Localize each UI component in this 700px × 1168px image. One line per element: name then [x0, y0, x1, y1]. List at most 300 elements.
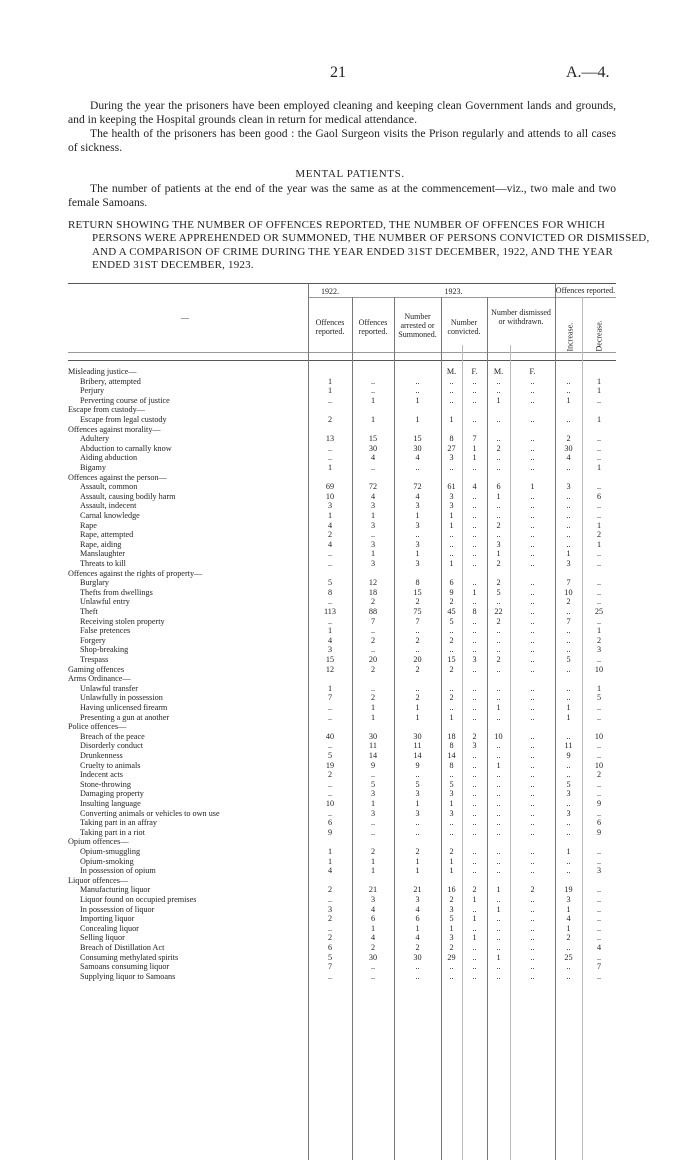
- table-cell: ..: [530, 549, 535, 559]
- table-cell: M.: [493, 367, 504, 376]
- table-cell: ..: [530, 520, 535, 530]
- row-label: Concealing liquor: [80, 923, 139, 933]
- table-cell: ..: [530, 818, 535, 828]
- table-row: [0, 511, 700, 521]
- table-cell: 5: [449, 616, 454, 626]
- table-cell: ..: [472, 395, 477, 405]
- table-cell: 5: [449, 779, 454, 789]
- table-cell: ..: [472, 703, 477, 712]
- table-cell: 3: [415, 559, 420, 568]
- table-cell: 11: [413, 741, 422, 751]
- table-cell: 9: [415, 760, 420, 770]
- table-cell: 1: [327, 847, 333, 856]
- table-cell: ..: [596, 597, 602, 607]
- table-cell: 3: [415, 539, 420, 549]
- row-label: Offences against the rights of property—: [68, 568, 203, 578]
- table-cell: 75: [413, 607, 422, 616]
- table-cell: ..: [327, 395, 333, 405]
- table-cell: 20: [368, 655, 378, 664]
- row-label: Consuming methylated spirits: [80, 952, 179, 962]
- table-cell: 3: [370, 520, 376, 530]
- table-cell: 1: [370, 395, 376, 405]
- table-cell: 1: [449, 856, 454, 866]
- table-cell: 2: [415, 664, 420, 674]
- table-cell: 5: [327, 952, 333, 962]
- return-title-line: ENDED 31ST DECEMBER, 1923.: [92, 259, 254, 272]
- row-label: Perverting course of justice: [80, 395, 170, 405]
- table-cell: 3: [327, 501, 333, 511]
- table-cell: ..: [496, 712, 501, 722]
- table-cell: 2: [327, 770, 333, 780]
- table-cell: 1: [596, 683, 602, 693]
- table-cell: 3: [449, 789, 454, 799]
- table-cell: 2: [449, 664, 454, 674]
- table-cell: ..: [496, 511, 501, 520]
- table-cell: ..: [530, 626, 535, 636]
- table-cell: ..: [449, 395, 454, 405]
- table-cell: 30: [368, 443, 378, 453]
- table-cell: 6: [327, 943, 333, 952]
- table-cell: ..: [496, 597, 501, 607]
- table-cell: 3: [415, 895, 420, 904]
- table-cell: ..: [449, 827, 454, 837]
- table-cell: 5: [370, 779, 376, 789]
- row-label: Manslaughter: [80, 549, 126, 559]
- row-label: Supplying liquor to Samoans: [80, 971, 176, 981]
- table-cell: 1: [449, 866, 454, 876]
- table-cell: 69: [325, 482, 335, 492]
- table-cell: ..: [327, 597, 333, 607]
- table-row: [0, 463, 700, 473]
- table-cell: 1: [370, 866, 376, 876]
- table-cell: ..: [596, 587, 602, 597]
- row-label: Insulting language: [80, 799, 141, 808]
- table-cell: ..: [496, 943, 501, 952]
- table-cell: ..: [530, 491, 535, 501]
- table-cell: 3: [449, 501, 454, 511]
- table-cell: ..: [566, 539, 571, 549]
- table-cell: ..: [496, 415, 501, 424]
- table-cell: ..: [370, 645, 376, 655]
- table-cell: 3: [415, 501, 420, 511]
- table-cell: ..: [327, 559, 333, 568]
- table-cell: ..: [449, 530, 454, 540]
- table-cell: 2: [327, 885, 333, 895]
- table-cell: 7: [327, 693, 333, 703]
- table-cell: ..: [327, 923, 333, 933]
- table-cell: 4: [327, 866, 333, 876]
- table-cell: ..: [472, 501, 477, 511]
- table-cell: 9: [566, 751, 571, 760]
- table-cell: ..: [530, 779, 535, 789]
- table-cell: ..: [472, 683, 477, 693]
- table-cell: ..: [449, 463, 454, 472]
- table-cell: ..: [530, 530, 535, 540]
- paragraph-text: The number of patients at the end of the year was the same as at the commencement—viz., two male and two female Samoans.: [68, 182, 616, 210]
- table-cell: 5: [566, 655, 571, 664]
- table-row: [0, 876, 700, 886]
- row-label: Bigamy: [80, 463, 106, 472]
- table-cell: 3: [370, 501, 376, 511]
- table-cell: 8: [449, 434, 454, 444]
- table-cell: 29: [447, 952, 456, 962]
- table-cell: ..: [370, 827, 376, 837]
- table-cell: ..: [596, 741, 602, 751]
- table-cell: 1: [449, 559, 454, 568]
- table-cell: 3: [327, 645, 333, 655]
- paragraph-prisoners-employment: [68, 99, 616, 127]
- row-label: Liquor offences—: [68, 875, 129, 885]
- table-cell: 4: [415, 453, 420, 463]
- table-cell: 2: [415, 943, 420, 952]
- table-cell: 3: [596, 645, 602, 655]
- table-cell: ..: [496, 741, 501, 751]
- table-cell: ..: [566, 818, 571, 828]
- table-cell: 3: [327, 904, 333, 914]
- table-cell: 3: [370, 539, 376, 549]
- row-label: Thefts from dwellings: [80, 587, 153, 597]
- table-cell: 1: [370, 703, 376, 712]
- table-cell: ..: [566, 511, 571, 520]
- table-cell: ..: [530, 712, 535, 722]
- table-cell: ..: [496, 847, 501, 856]
- row-label: Indecent acts: [80, 770, 123, 780]
- row-label: Opium-smoking: [80, 856, 134, 866]
- table-cell: ..: [596, 559, 602, 568]
- table-cell: 6: [327, 818, 333, 828]
- decrease-header: Decrease.: [594, 320, 604, 352]
- table-cell: 12: [325, 664, 335, 674]
- table-cell: 1: [596, 626, 602, 636]
- table-row: [0, 933, 700, 943]
- table-row: [0, 847, 700, 857]
- table-row: [0, 722, 700, 732]
- table-cell: 1: [370, 511, 376, 520]
- table-cell: ..: [566, 501, 571, 511]
- table-cell: 72: [368, 482, 378, 492]
- table-row: [0, 377, 700, 387]
- row-label: Damaging property: [80, 789, 144, 799]
- table-cell: ..: [472, 511, 477, 520]
- table-cell: ..: [415, 818, 420, 828]
- table-cell: ..: [496, 779, 501, 789]
- table-row: [0, 799, 700, 809]
- table-cell: 1: [449, 799, 454, 808]
- table-cell: ..: [566, 664, 571, 674]
- table-cell: 1: [472, 914, 477, 924]
- table-row: [0, 693, 700, 703]
- table-cell: 21: [368, 885, 378, 895]
- table-cell: 1: [370, 799, 376, 808]
- table-cell: ..: [472, 712, 477, 722]
- table-cell: 2: [496, 520, 501, 530]
- table-cell: ..: [530, 741, 535, 751]
- table-row: [0, 626, 700, 636]
- table-cell: ..: [596, 434, 602, 444]
- table-row: [0, 895, 700, 905]
- table-row: [0, 962, 700, 972]
- table-cell: ..: [415, 962, 420, 972]
- table-cell: 1: [472, 587, 477, 597]
- row-label: Unlawfully in possession: [80, 693, 163, 703]
- table-cell: 113: [324, 607, 336, 616]
- table-cell: ..: [496, 971, 501, 981]
- table-cell: ..: [566, 635, 571, 645]
- table-cell: 2: [472, 885, 477, 895]
- table-row: [0, 953, 700, 963]
- table-cell: 30: [564, 443, 573, 453]
- table-cell: 1: [449, 415, 454, 424]
- convicted-header: Number convicted.: [447, 318, 481, 336]
- table-cell: ..: [449, 703, 454, 712]
- table-cell: 1: [496, 904, 501, 914]
- table-cell: ..: [596, 971, 602, 981]
- table-cell: 15: [447, 655, 456, 664]
- table-cell: ..: [472, 904, 477, 914]
- row-label: Aiding abduction: [80, 453, 138, 463]
- return-title-line: AND A COMPARISON OF CRIME DURING THE YEAR ENDED 31ST DECEMBER, 1922, AND THE YEAR: [92, 245, 614, 258]
- table-cell: 1: [370, 415, 376, 424]
- table-cell: 1: [596, 539, 602, 549]
- table-cell: 1: [327, 683, 333, 693]
- table-cell: ..: [415, 770, 420, 780]
- table-cell: ..: [370, 818, 376, 828]
- table-cell: 3: [370, 895, 376, 904]
- paragraph-text: The health of the prisoners has been good : the Gaol Surgeon visits the Prison regularly and attends to all cases of sickness.: [68, 127, 616, 155]
- table-cell: ..: [370, 463, 376, 472]
- table-cell: ..: [472, 597, 477, 607]
- table-cell: ..: [566, 645, 571, 655]
- table-cell: ..: [449, 818, 454, 828]
- row-label: Carnal knowledge: [80, 511, 140, 520]
- table-cell: 25: [564, 952, 573, 962]
- table-cell: 4: [327, 635, 333, 645]
- table-cell: 15: [368, 434, 378, 444]
- table-cell: ..: [415, 683, 420, 693]
- table-cell: ..: [472, 626, 477, 636]
- table-row: [0, 761, 700, 771]
- table-cell: ..: [449, 376, 454, 386]
- increase-header: Increase.: [565, 322, 575, 352]
- table-cell: 1: [449, 511, 454, 520]
- table-cell: 9: [370, 760, 376, 770]
- table-cell: ..: [596, 578, 602, 588]
- row-label: Presenting a gun at another: [80, 712, 170, 722]
- table-row: [0, 828, 700, 838]
- table-cell: 1: [415, 923, 420, 933]
- table-cell: 3: [449, 491, 454, 501]
- table-head-rule: [68, 360, 616, 361]
- table-cell: 1: [496, 395, 501, 405]
- table-cell: ..: [530, 597, 535, 607]
- table-cell: 1: [496, 952, 501, 962]
- table-cell: 1: [472, 895, 477, 904]
- table-row: [0, 905, 700, 915]
- table-cell: 2: [596, 635, 602, 645]
- table-cell: 1: [327, 856, 333, 866]
- return-title: [68, 219, 650, 273]
- table-cell: ..: [596, 933, 602, 943]
- row-label: Unlawful transfer: [80, 683, 138, 693]
- table-cell: ..: [449, 539, 454, 549]
- table-cell: ..: [566, 827, 571, 837]
- table-cell: ..: [530, 789, 535, 799]
- table-cell: 4: [370, 904, 376, 914]
- table-cell: 7: [472, 434, 477, 444]
- table-cell: 19: [564, 885, 573, 895]
- table-cell: M.: [446, 367, 457, 376]
- table-cell: 4: [566, 914, 571, 924]
- table-cell: ..: [530, 664, 535, 674]
- table-cell: ..: [596, 395, 602, 405]
- table-cell: 3: [566, 559, 571, 568]
- table-cell: ..: [472, 539, 477, 549]
- table-cell: ..: [566, 530, 571, 540]
- table-cell: 1: [415, 856, 420, 866]
- table-row: [0, 751, 700, 761]
- row-label: False pretences: [80, 626, 131, 636]
- table-cell: 7: [370, 616, 376, 626]
- table-cell: ..: [530, 645, 535, 655]
- table-row: [0, 540, 700, 550]
- table-cell: ..: [449, 962, 454, 972]
- table-cell: 2: [472, 731, 477, 741]
- row-label: Offences against morality—: [68, 424, 161, 434]
- row-label: Breach of Distillation Act: [80, 943, 165, 952]
- offences-reported-group-header: Offences reported.: [555, 286, 616, 295]
- table-cell: ..: [596, 904, 602, 914]
- row-label: Shop-breaking: [80, 645, 129, 655]
- table-cell: 25: [594, 607, 604, 616]
- table-cell: ..: [370, 683, 376, 693]
- table-cell: 10: [564, 587, 573, 597]
- table-cell: ..: [566, 683, 571, 693]
- table-cell: 4: [472, 482, 477, 492]
- table-row: [0, 434, 700, 444]
- table-cell: 5: [327, 751, 333, 760]
- table-row: [0, 405, 700, 415]
- table-cell: 6: [596, 491, 602, 501]
- table-cell: 2: [496, 559, 501, 568]
- table-cell: 3: [472, 655, 477, 664]
- table-cell: ..: [496, 789, 501, 799]
- table-cell: ..: [530, 386, 535, 396]
- table-cell: 6: [496, 482, 501, 492]
- table-row: [0, 588, 700, 598]
- row-label: In possession of opium: [80, 866, 156, 876]
- table-cell: 4: [415, 904, 420, 914]
- table-cell: ..: [596, 549, 602, 559]
- row-label: Offences against the person—: [68, 472, 167, 482]
- row-label: Opium-smuggling: [80, 847, 141, 856]
- row-label: Converting animals or vehicles to own use: [80, 808, 220, 818]
- table-cell: 6: [449, 578, 454, 588]
- table-cell: ..: [472, 818, 477, 828]
- row-label: Assault, causing bodily harm: [80, 491, 176, 501]
- table-cell: 15: [325, 655, 335, 664]
- dismissed-header: Number dismissed or withdrawn.: [491, 308, 551, 326]
- table-cell: 4: [370, 453, 376, 463]
- table-cell: ..: [472, 578, 477, 588]
- table-cell: ..: [327, 779, 333, 789]
- offences-reported-1923-header: Offences reported.: [358, 318, 388, 336]
- table-cell: ..: [566, 491, 571, 501]
- table-cell: 2: [327, 933, 333, 943]
- table-cell: ..: [530, 923, 535, 933]
- table-cell: ..: [566, 520, 571, 530]
- table-cell: 1: [496, 885, 501, 895]
- row-label: Police offences—: [68, 722, 127, 732]
- table-cell: ..: [596, 655, 602, 664]
- table-cell: 1: [415, 415, 420, 424]
- table-cell: ..: [530, 847, 535, 856]
- table-cell: ..: [496, 933, 501, 943]
- table-cell: 2: [449, 895, 454, 904]
- table-cell: ..: [496, 856, 501, 866]
- table-cell: ..: [415, 530, 420, 540]
- table-row: [0, 703, 700, 713]
- row-label: Importing liquor: [80, 914, 135, 924]
- table-cell: ..: [472, 751, 477, 760]
- table-cell: ..: [472, 866, 477, 876]
- table-cell: ..: [566, 962, 571, 972]
- table-cell: ..: [530, 607, 535, 616]
- table-row: [0, 578, 700, 588]
- table-cell: 16: [447, 885, 456, 895]
- table-cell: 9: [596, 799, 602, 808]
- table-cell: ..: [449, 549, 454, 559]
- table-cell: ..: [566, 866, 571, 876]
- table-row: [0, 473, 700, 483]
- table-cell: 9: [327, 827, 333, 837]
- table-cell: ..: [566, 971, 571, 981]
- table-cell: ..: [596, 856, 602, 866]
- table-cell: ..: [596, 703, 602, 712]
- row-label: Disorderly conduct: [80, 741, 143, 751]
- table-cell: ..: [596, 482, 602, 492]
- table-row: [0, 367, 700, 377]
- table-row: [0, 636, 700, 646]
- table-row: [0, 501, 700, 511]
- table-cell: ..: [449, 626, 454, 636]
- table-cell: ..: [496, 962, 501, 972]
- table-cell: ..: [530, 463, 535, 472]
- table-row: [0, 665, 700, 675]
- table-cell: 30: [413, 731, 422, 741]
- table-cell: ..: [530, 914, 535, 924]
- table-cell: ..: [449, 683, 454, 693]
- paragraph-text: During the year the prisoners have been employed cleaning and keeping clean Government lands and grounds, and in keeping the Hospital grounds clean in return for medical attendance.: [68, 99, 616, 127]
- table-cell: ..: [530, 453, 535, 463]
- table-cell: F.: [471, 367, 478, 376]
- table-cell: 1: [472, 453, 477, 463]
- table-cell: 2: [415, 693, 420, 703]
- table-cell: 5: [596, 693, 602, 703]
- table-cell: ..: [566, 943, 571, 952]
- table-cell: ..: [496, 799, 501, 808]
- table-cell: 1: [370, 923, 376, 933]
- table-cell: 3: [370, 808, 376, 818]
- table-cell: ..: [472, 549, 477, 559]
- table-row: [0, 809, 700, 819]
- table-cell: ..: [472, 779, 477, 789]
- table-cell: ..: [566, 856, 571, 866]
- table-cell: ..: [472, 415, 477, 424]
- table-cell: 18: [447, 731, 456, 741]
- table-cell: 2: [449, 847, 454, 856]
- table-cell: 10: [594, 664, 604, 674]
- table-cell: ..: [496, 895, 501, 904]
